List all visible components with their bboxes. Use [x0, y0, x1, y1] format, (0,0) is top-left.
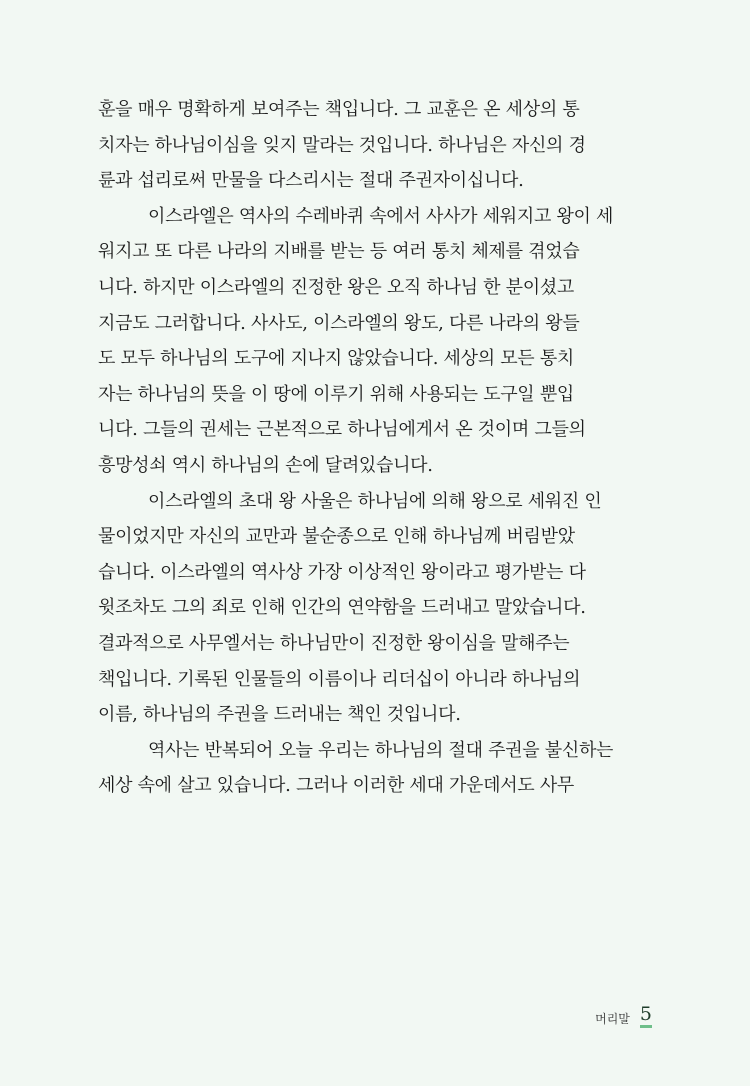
text-line: 륜과 섭리로써 만물을 다스리시는 절대 주권자이십니다. — [98, 170, 524, 192]
text-line: 이스라엘은 역사의 수레바퀴 속에서 사사가 세워지고 왕이 세 — [148, 205, 614, 227]
text-line: 세상 속에 살고 있습니다. 그러나 이러한 세대 가운데서도 사무 — [98, 775, 574, 797]
page-footer — [595, 1004, 652, 1028]
text-line: 니다. 하지만 이스라엘의 진정한 왕은 오직 하나님 한 분이셨고 — [98, 276, 574, 298]
text-line: 치자는 하나님이심을 잊지 말라는 것입니다. 하나님은 자신의 경 — [98, 134, 586, 156]
text-line: 도 모두 하나님의 도구에 지나지 않았습니다. 세상의 모든 통치 — [98, 348, 574, 370]
text-line: 결과적으로 사무엘서는 하나님만이 진정한 왕이심을 말해주는 — [98, 632, 570, 654]
text-line: 책입니다. 기록된 인물들의 이름이나 리더십이 아니라 하나님의 — [98, 668, 581, 690]
text-line: 흥망성쇠 역시 하나님의 손에 달려있습니다. — [98, 454, 433, 476]
text-line: 훈을 매우 명확하게 보여주는 책입니다. 그 교훈은 온 세상의 통 — [98, 99, 580, 120]
text-line: 지금도 그러합니다. 사사도, 이스라엘의 왕도, 다른 나라의 왕들 — [98, 312, 580, 334]
page-number: 5 — [640, 1004, 652, 1028]
text-line: 습니다. 이스라엘의 역사상 가장 이상적인 왕이라고 평가받는 다 — [98, 561, 586, 583]
text-line: 역사는 반복되어 오늘 우리는 하나님의 절대 주권을 불신하는 — [148, 739, 614, 761]
text-line: 니다. 그들의 권세는 근본적으로 하나님에게서 온 것이며 그들의 — [98, 419, 586, 441]
text-line: 이스라엘의 초대 왕 사울은 하나님에 의해 왕으로 세워진 인 — [148, 490, 602, 512]
text-line: 자는 하나님의 뜻을 이 땅에 이루기 위해 사용되는 도구일 뿐입 — [98, 383, 574, 405]
running-footer-label: 머리말 — [595, 1012, 630, 1026]
body-text — [98, 92, 658, 804]
text-line: 워지고 또 다른 나라의 지배를 받는 등 여러 통치 체제를 겪었습 — [98, 241, 580, 263]
text-line: 윗조차도 그의 죄로 인해 인간의 연약함을 드러내고 말았습니다. — [98, 597, 586, 619]
text-line: 물이었지만 자신의 교만과 불순종으로 인해 하나님께 버림받았 — [98, 526, 575, 548]
text-line: 이름, 하나님의 주권을 드러내는 책인 것입니다. — [98, 704, 461, 726]
